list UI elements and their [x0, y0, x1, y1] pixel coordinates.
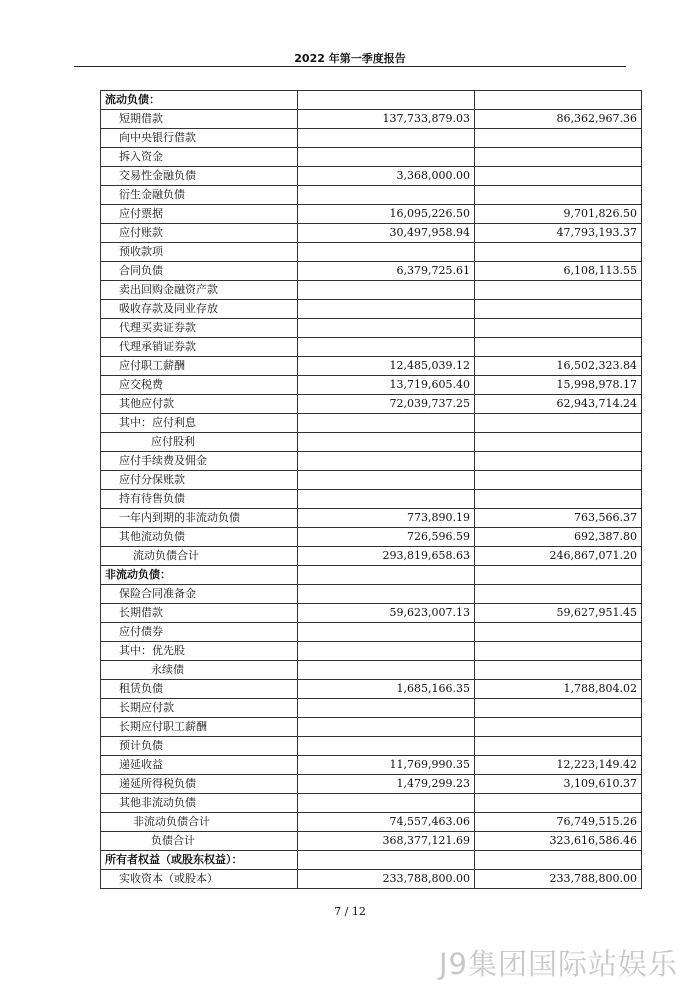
row-label: 短期借款 [101, 110, 298, 129]
value-current [298, 319, 475, 338]
value-current [298, 661, 475, 680]
row-label: 保险合同准备金 [101, 585, 298, 604]
value-prior: 76,749,515.26 [475, 813, 642, 832]
row-label: 其中：优先股 [101, 642, 298, 661]
table-row [101, 642, 642, 661]
table-row [101, 433, 642, 452]
value-prior [475, 661, 642, 680]
row-label: 应付股利 [101, 433, 298, 452]
table-row [101, 661, 642, 680]
value-prior: 6,108,113.55 [475, 262, 642, 281]
row-label: 向中央银行借款 [101, 129, 298, 148]
table-row [101, 794, 642, 813]
table-row [101, 870, 642, 889]
value-current [298, 490, 475, 509]
value-prior: 59,627,951.45 [475, 604, 642, 623]
value-current: 74,557,463.06 [298, 813, 475, 832]
value-current [298, 851, 475, 870]
header-rule [74, 66, 626, 67]
table-row [101, 205, 642, 224]
value-prior [475, 471, 642, 490]
value-prior: 3,109,610.37 [475, 775, 642, 794]
value-prior [475, 623, 642, 642]
table-row [101, 224, 642, 243]
value-prior [475, 794, 642, 813]
row-label: 所有者权益（或股东权益）： [101, 851, 298, 870]
value-prior [475, 566, 642, 585]
value-current [298, 452, 475, 471]
row-label: 流动负债： [101, 91, 298, 110]
value-prior [475, 129, 642, 148]
table-row [101, 357, 642, 376]
table-row [101, 471, 642, 490]
row-label: 合同负债 [101, 262, 298, 281]
value-prior: 763,566.37 [475, 509, 642, 528]
table-row [101, 604, 642, 623]
table-row [101, 91, 642, 110]
table-row [101, 775, 642, 794]
value-current [298, 148, 475, 167]
table-row [101, 148, 642, 167]
table-row [101, 813, 642, 832]
table-row [101, 699, 642, 718]
row-label: 应付账款 [101, 224, 298, 243]
table-row [101, 129, 642, 148]
row-label: 应付手续费及佣金 [101, 452, 298, 471]
value-current: 1,685,166.35 [298, 680, 475, 699]
row-label: 预收款项 [101, 243, 298, 262]
row-label: 其他应付款 [101, 395, 298, 414]
table-row [101, 186, 642, 205]
value-current [298, 623, 475, 642]
value-current: 6,379,725.61 [298, 262, 475, 281]
value-prior [475, 490, 642, 509]
row-label: 其他非流动负债 [101, 794, 298, 813]
value-current: 1,479,299.23 [298, 775, 475, 794]
row-label: 拆入资金 [101, 148, 298, 167]
table-row [101, 547, 642, 566]
row-label: 预计负债 [101, 737, 298, 756]
watermark: J9集团国际站娱乐 [438, 947, 678, 981]
table-row [101, 300, 642, 319]
value-current [298, 338, 475, 357]
value-current [298, 699, 475, 718]
row-label: 递延所得税负债 [101, 775, 298, 794]
table-row [101, 167, 642, 186]
value-prior [475, 186, 642, 205]
row-label: 应交税费 [101, 376, 298, 395]
value-current [298, 243, 475, 262]
value-current [298, 585, 475, 604]
row-label: 非流动负债合计 [101, 813, 298, 832]
table-row [101, 623, 642, 642]
value-current: 773,890.19 [298, 509, 475, 528]
table-row [101, 395, 642, 414]
row-label: 实收资本（或股本） [101, 870, 298, 889]
table-row [101, 509, 642, 528]
value-prior [475, 642, 642, 661]
table-row [101, 585, 642, 604]
value-current [298, 433, 475, 452]
value-current [298, 566, 475, 585]
row-label: 衍生金融负债 [101, 186, 298, 205]
report-title: 2022 年第一季度报告 [294, 52, 406, 65]
value-prior [475, 281, 642, 300]
value-current [298, 91, 475, 110]
value-current [298, 718, 475, 737]
value-prior [475, 433, 642, 452]
value-current: 726,596.59 [298, 528, 475, 547]
table-row [101, 737, 642, 756]
table-row [101, 262, 642, 281]
table-row [101, 680, 642, 699]
value-current: 368,377,121.69 [298, 832, 475, 851]
value-prior: 233,788,800.00 [475, 870, 642, 889]
table-row [101, 566, 642, 585]
table-row [101, 832, 642, 851]
row-label: 应付分保账款 [101, 471, 298, 490]
page-number: 7 / 12 [334, 905, 366, 918]
value-prior: 1,788,804.02 [475, 680, 642, 699]
row-label: 流动负债合计 [101, 547, 298, 566]
value-prior: 16,502,323.84 [475, 357, 642, 376]
row-label: 其他流动负债 [101, 528, 298, 547]
row-label: 应付债券 [101, 623, 298, 642]
value-current: 137,733,879.03 [298, 110, 475, 129]
value-current: 293,819,658.63 [298, 547, 475, 566]
value-prior: 12,223,149.42 [475, 756, 642, 775]
table-row [101, 490, 642, 509]
table-row [101, 281, 642, 300]
value-current [298, 737, 475, 756]
value-current [298, 471, 475, 490]
row-label: 其中：应付利息 [101, 414, 298, 433]
value-current: 233,788,800.00 [298, 870, 475, 889]
value-current [298, 186, 475, 205]
value-prior [475, 148, 642, 167]
row-label: 负债合计 [101, 832, 298, 851]
value-current: 11,769,990.35 [298, 756, 475, 775]
row-label: 非流动负债： [101, 566, 298, 585]
row-label: 租赁负债 [101, 680, 298, 699]
value-current [298, 281, 475, 300]
value-prior: 86,362,967.36 [475, 110, 642, 129]
value-current: 16,095,226.50 [298, 205, 475, 224]
table-row [101, 452, 642, 471]
value-prior: 246,867,071.20 [475, 547, 642, 566]
row-label: 交易性金融负债 [101, 167, 298, 186]
table-row [101, 756, 642, 775]
value-current: 30,497,958.94 [298, 224, 475, 243]
value-prior [475, 452, 642, 471]
table-row [101, 528, 642, 547]
table-row [101, 338, 642, 357]
table-row [101, 110, 642, 129]
row-label: 长期应付职工薪酬 [101, 718, 298, 737]
value-prior: 62,943,714.24 [475, 395, 642, 414]
row-label: 吸收存款及同业存放 [101, 300, 298, 319]
value-prior: 692,387.80 [475, 528, 642, 547]
value-prior [475, 585, 642, 604]
value-current [298, 642, 475, 661]
value-current [298, 414, 475, 433]
value-current [298, 300, 475, 319]
value-current: 12,485,039.12 [298, 357, 475, 376]
row-label: 代理买卖证券款 [101, 319, 298, 338]
table-row [101, 319, 642, 338]
value-prior: 47,793,193.37 [475, 224, 642, 243]
table-row [101, 243, 642, 262]
value-current: 13,719,605.40 [298, 376, 475, 395]
table-row [101, 376, 642, 395]
value-prior: 323,616,586.46 [475, 832, 642, 851]
table-row [101, 718, 642, 737]
value-current: 59,623,007.13 [298, 604, 475, 623]
row-label: 一年内到期的非流动负债 [101, 509, 298, 528]
value-current: 3,368,000.00 [298, 167, 475, 186]
value-current [298, 794, 475, 813]
value-prior [475, 414, 642, 433]
value-prior [475, 851, 642, 870]
row-label: 应付票据 [101, 205, 298, 224]
value-prior [475, 699, 642, 718]
value-prior [475, 243, 642, 262]
row-label: 代理承销证券款 [101, 338, 298, 357]
row-label: 长期借款 [101, 604, 298, 623]
balance-sheet-table [100, 90, 642, 889]
value-prior: 15,998,978.17 [475, 376, 642, 395]
row-label: 递延收益 [101, 756, 298, 775]
value-prior [475, 300, 642, 319]
value-prior [475, 338, 642, 357]
row-label: 卖出回购金融资产款 [101, 281, 298, 300]
row-label: 应付职工薪酬 [101, 357, 298, 376]
row-label: 持有待售负债 [101, 490, 298, 509]
value-prior: 9,701,826.50 [475, 205, 642, 224]
value-prior [475, 319, 642, 338]
value-prior [475, 737, 642, 756]
value-prior [475, 718, 642, 737]
value-current: 72,039,737.25 [298, 395, 475, 414]
row-label: 永续债 [101, 661, 298, 680]
value-prior [475, 91, 642, 110]
value-current [298, 129, 475, 148]
row-label: 长期应付款 [101, 699, 298, 718]
table-row [101, 851, 642, 870]
table-row [101, 414, 642, 433]
value-prior [475, 167, 642, 186]
